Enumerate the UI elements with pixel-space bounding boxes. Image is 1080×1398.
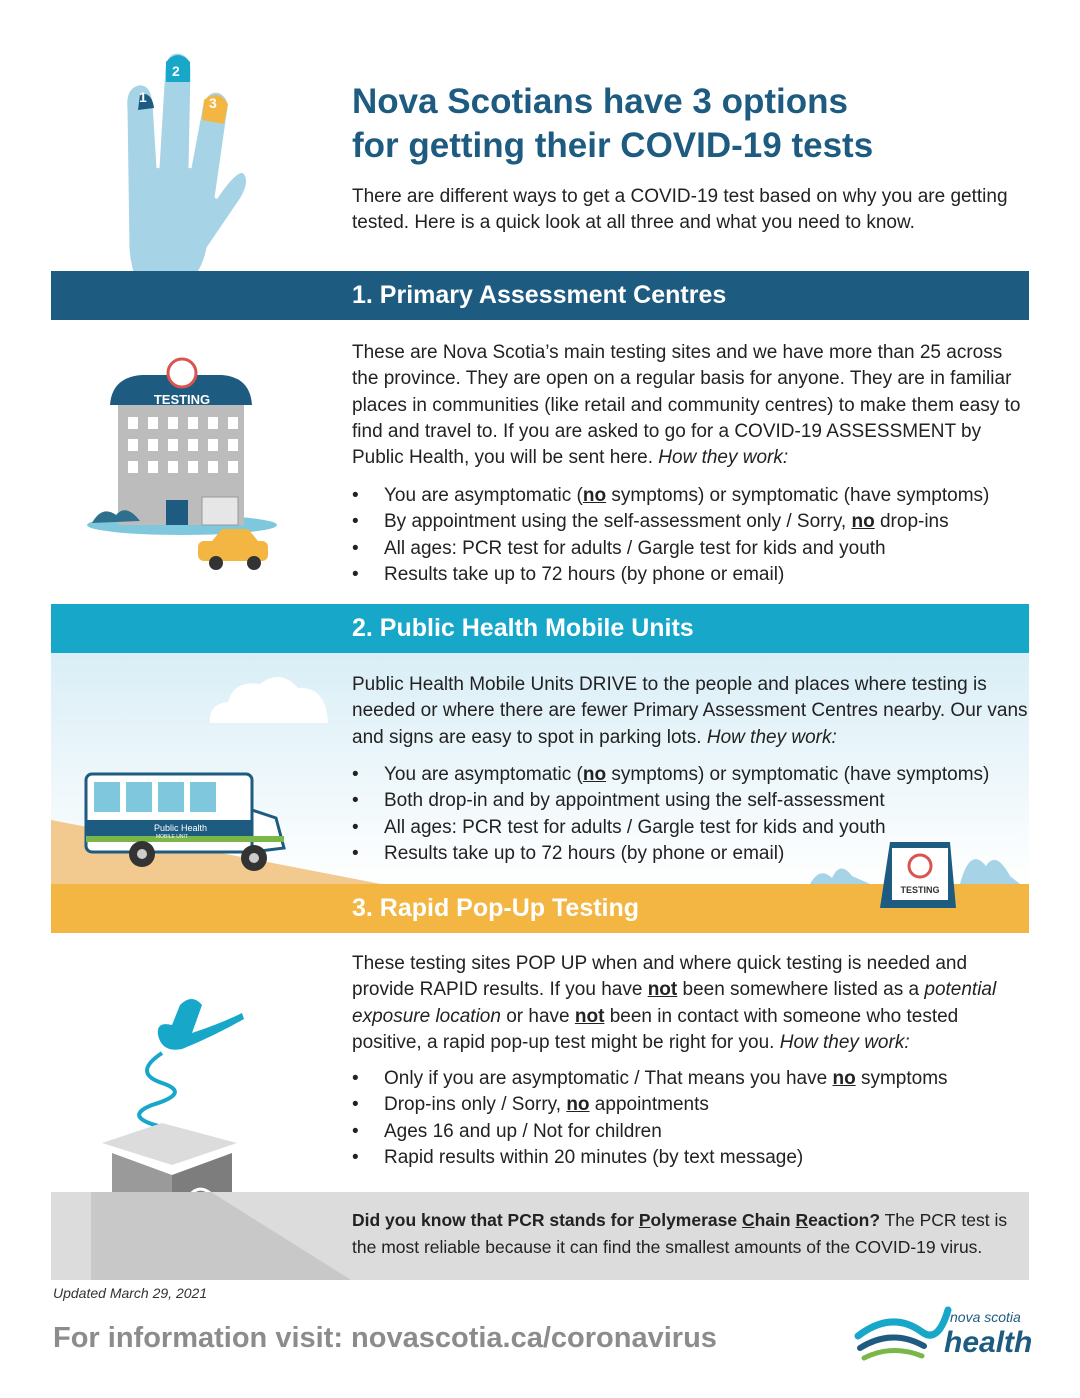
section1-header-band	[51, 271, 1029, 320]
list-item: • Rapid results within 20 minutes (by text message)	[352, 1145, 1042, 1171]
section2-heading: 2. Public Health Mobile Units	[352, 614, 694, 642]
logo-big-text: health	[944, 1326, 1033, 1359]
page-title-line2: for getting their COVID-19 tests	[352, 126, 874, 165]
info-link-text[interactable]: For information visit: novascotia.ca/coronavirus	[53, 1322, 717, 1354]
list-item: • Both drop-in and by appointment using the self-assessment	[352, 788, 1042, 814]
box-shadow-shape	[51, 1192, 351, 1280]
section1-heading: 1. Primary Assessment Centres	[352, 281, 727, 309]
list-item: • All ages: PCR test for adults / Gargle test for kids and youth	[352, 815, 1042, 841]
logo-small-text: nova scotia	[950, 1309, 1021, 1325]
section3-bullet-list	[352, 1066, 1042, 1171]
list-item: • Only if you are asymptomatic / That means you have no symptoms	[352, 1066, 1042, 1092]
van-label: Public Health	[154, 823, 208, 833]
page-title	[352, 80, 1052, 168]
testing-building-icon	[82, 355, 292, 585]
list-item: • Ages 16 and up / Not for children	[352, 1119, 1042, 1145]
section1-how-label: How they work:	[658, 447, 789, 469]
section2-header-band	[51, 604, 1029, 653]
section3-paragraph: These testing sites POP UP when and where quick testing is needed and provide RAPID results. If you have not been somewhere listed as a potential exposure location or have not been in contact with someone who tested positive, a rapid pop-up test might be right for you. How they work:	[352, 953, 997, 1053]
testing-sign-label: TESTING	[900, 885, 940, 895]
building-sign-label: TESTING	[153, 392, 211, 407]
intro-text: There are different ways to get a COVID-19 test based on why you are getting tested. Here is a quick look at all three and what you need to know.	[352, 186, 1008, 233]
cloud-icon	[200, 668, 340, 728]
testing-sign-icon	[810, 836, 1030, 933]
section1-bullet-list	[352, 483, 1042, 588]
updated-date: Updated March 29, 2021	[53, 1285, 208, 1301]
nova-scotia-health-logo	[852, 1290, 1042, 1362]
three-fingers-hand-icon	[112, 48, 252, 308]
section2-paragraph: Public Health Mobile Units DRIVE to the people and places where testing is needed or where there are fewer Primary Assessment Centres nearby. Our vans and signs are easy to spot in parking lots. How they work:	[352, 674, 1028, 748]
finger-number-1: 1	[139, 89, 147, 105]
finger-number-3: 3	[209, 95, 217, 111]
section3-heading: 3. Rapid Pop-Up Testing	[352, 894, 640, 922]
pcr-fact-text: Did you know that PCR stands for Polymerase Chain Reaction? The PCR test is the most reliable because it can find the smallest amounts of the COVID-19 virus.	[352, 1210, 1008, 1257]
page-title-line1: Nova Scotians have 3 options	[352, 82, 848, 121]
section1-paragraph: These are Nova Scotia’s main testing sites and we have more than 25 across the province. They are open on a regular basis for anyone. They are in familiar places in communities (like retail and community centres) to make them easy to find and travel to. If you are asked to go for a COVID-19 ASSESSMENT by Public Health, you will be sent here. How they work:	[352, 342, 1021, 469]
section3-how-label: How they work:	[779, 1031, 910, 1053]
list-item: • By appointment using the self-assessment only / Sorry, no drop-ins	[352, 509, 1042, 535]
list-item: • All ages: PCR test for adults / Gargle test for kids and youth	[352, 536, 1042, 562]
van-sublabel: MOBILE UNIT	[156, 834, 188, 840]
list-item: • Results take up to 72 hours (by phone or email)	[352, 562, 1042, 588]
section2-how-label: How they work:	[706, 726, 837, 748]
list-item: • You are asymptomatic (no symptoms) or symptomatic (have symptoms)	[352, 762, 1042, 788]
list-item: • You are asymptomatic (no symptoms) or symptomatic (have symptoms)	[352, 483, 1042, 509]
mobile-unit-van-icon	[84, 770, 294, 880]
finger-number-2: 2	[172, 63, 180, 79]
list-item: • Results take up to 72 hours (by phone or email)	[352, 841, 1042, 867]
list-item: • Drop-ins only / Sorry, no appointments	[352, 1092, 1042, 1118]
